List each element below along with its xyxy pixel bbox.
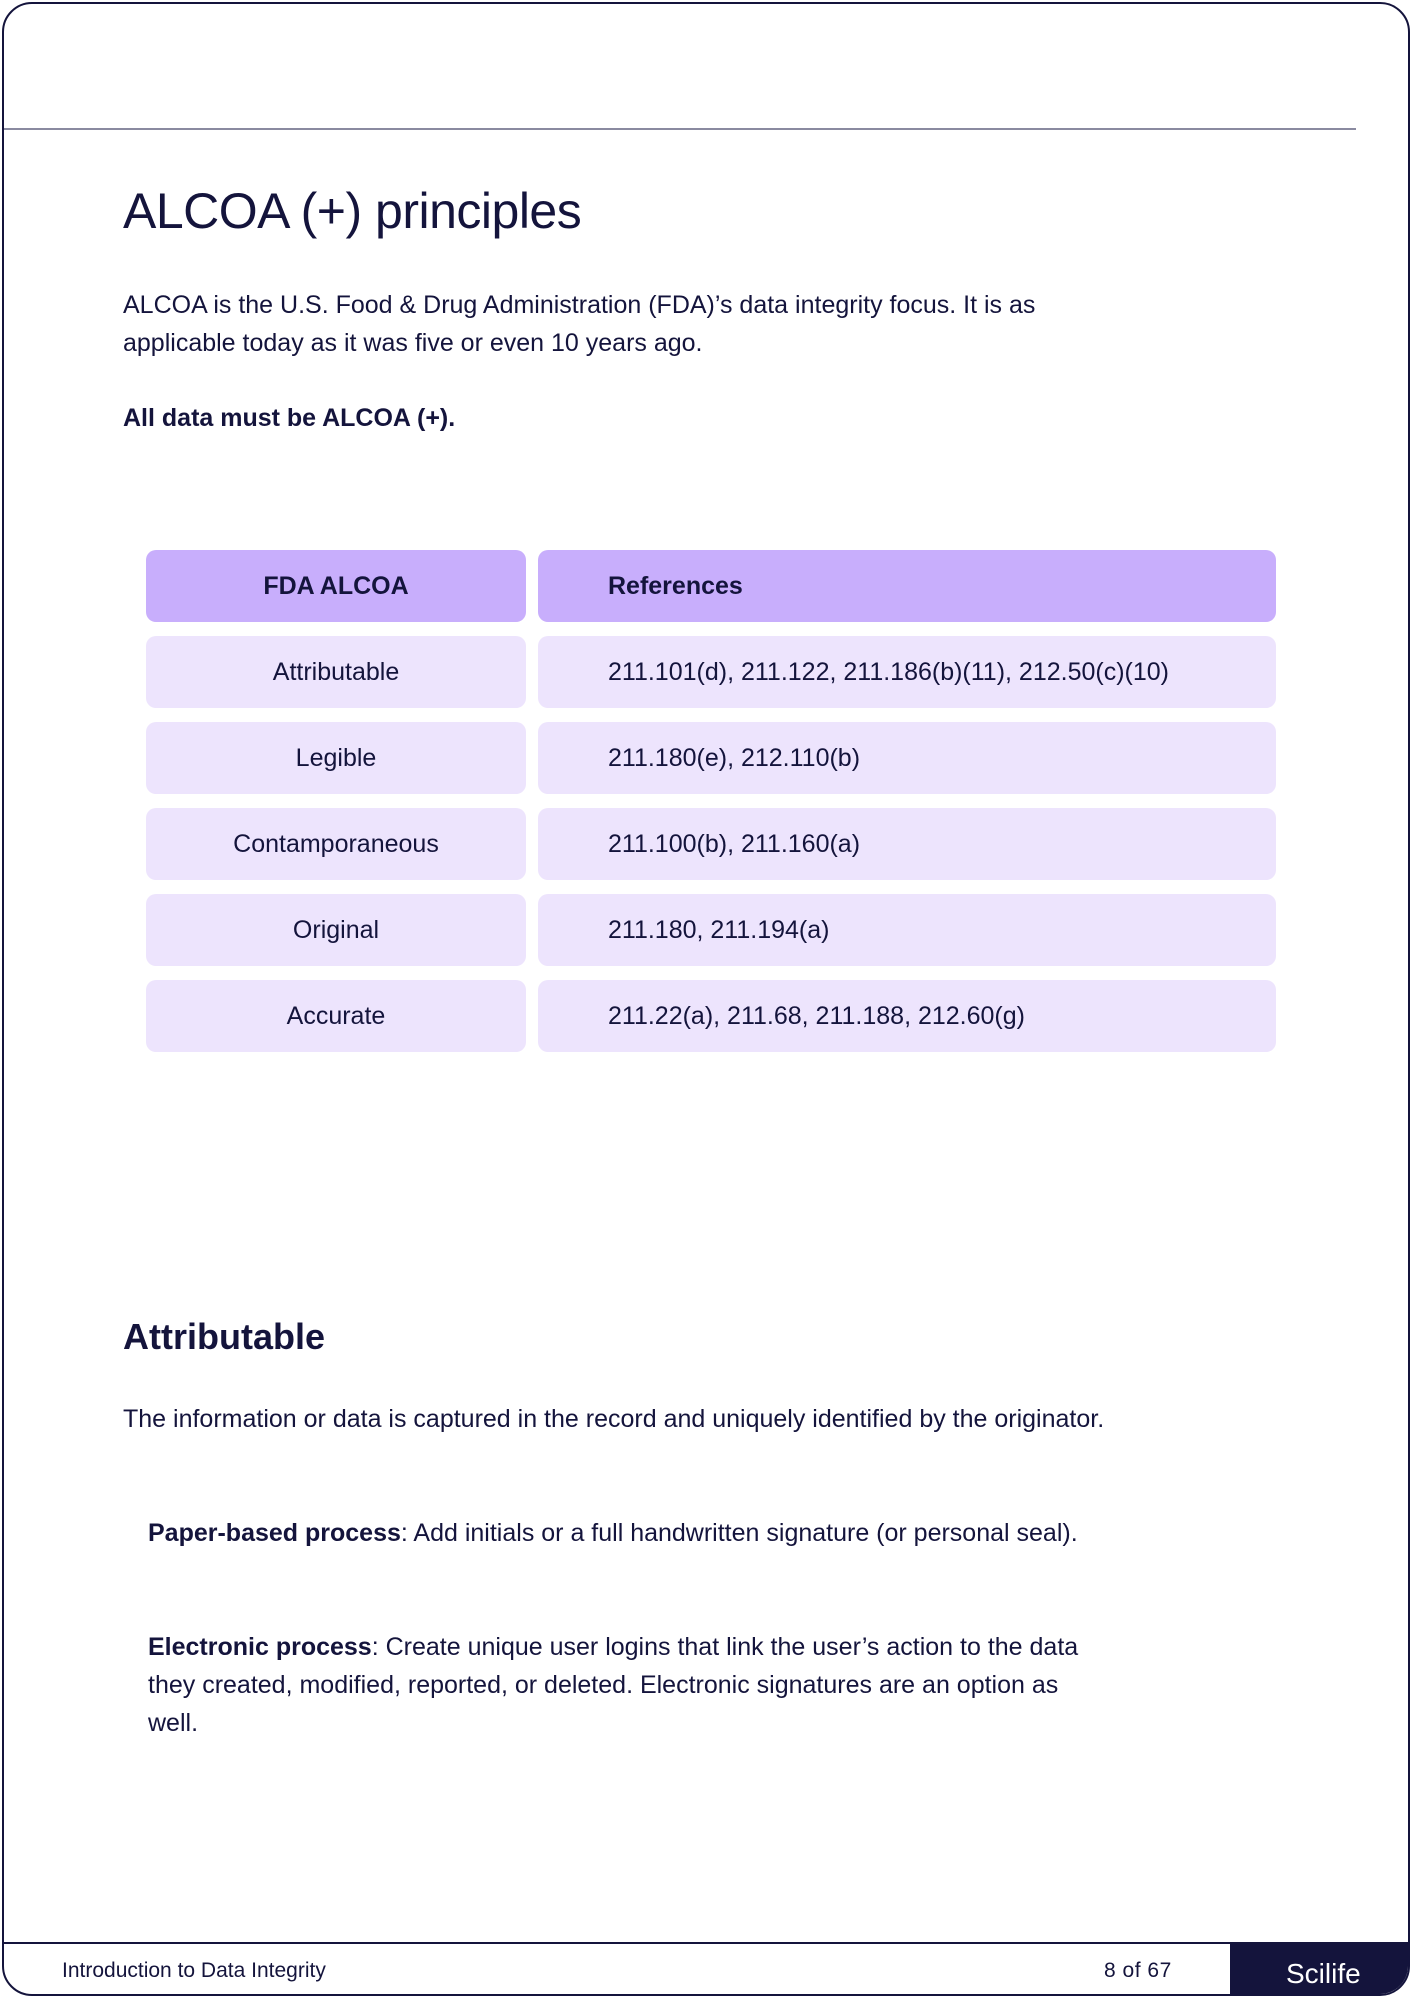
intro-paragraph: ALCOA is the U.S. Food & Drug Administration (FDA)’s data integrity focus. It is as applicable today as it was five or even 10 years ago.: [123, 291, 1036, 357]
principle-cell: Accurate: [146, 980, 526, 1052]
electronic-process-text: : Create unique user logins that link the user’s action to the data they created, modified, reported, or deleted. Electronic signatures are an option as well.: [148, 1633, 1079, 1737]
table-row: [146, 808, 1276, 880]
table-row: [146, 636, 1276, 708]
table-row: [146, 980, 1276, 1052]
table-header-row: [146, 550, 1276, 622]
page-title: ALCOA (+) principles: [123, 183, 582, 239]
alcoa-table: [146, 550, 1276, 1066]
references-cell: 211.180(e), 212.110(b): [538, 722, 1276, 794]
principle-cell: Contamporaneous: [146, 808, 526, 880]
header-fda-alcoa: FDA ALCOA: [146, 550, 526, 622]
current-page: 8: [1104, 1959, 1117, 1982]
paper-process-label: Paper-based process: [148, 1519, 401, 1547]
references-cell: 211.22(a), 211.68, 211.188, 212.60(g): [538, 980, 1276, 1052]
section-title: Attributable: [123, 1316, 325, 1357]
header-divider: [4, 128, 1356, 130]
table-row: [146, 894, 1276, 966]
principle-cell: Original: [146, 894, 526, 966]
header-references: References: [538, 550, 1276, 622]
paper-process-item: [148, 1514, 1088, 1552]
electronic-process-item: [148, 1628, 1088, 1742]
callout-statement: All data must be ALCOA (+).: [123, 404, 456, 432]
footer-divider: [4, 1942, 1410, 1944]
brand-logo: [1230, 1944, 1410, 1996]
principle-cell: Legible: [146, 722, 526, 794]
page-indicator: [1104, 1959, 1172, 1983]
electronic-process-label: Electronic process: [148, 1633, 372, 1661]
references-cell: 211.101(d), 211.122, 211.186(b)(11), 212.50(c)(10): [538, 636, 1276, 708]
page-frame: [2, 2, 1410, 1996]
table-row: [146, 722, 1276, 794]
references-cell: 211.180, 211.194(a): [538, 894, 1276, 966]
references-cell: 211.100(b), 211.160(a): [538, 808, 1276, 880]
footer-doc-title: Introduction to Data Integrity: [62, 1959, 326, 1982]
paper-process-text: : Add initials or a full handwritten signature (or personal seal).: [400, 1519, 1078, 1547]
section-paragraph: The information or data is captured in the record and uniquely identified by the originator.: [123, 1405, 1105, 1433]
total-pages: 67: [1147, 1959, 1172, 1982]
page-of: of: [1122, 1959, 1142, 1982]
brand-name: Scilife: [1286, 1958, 1361, 1989]
principle-cell: Attributable: [146, 636, 526, 708]
